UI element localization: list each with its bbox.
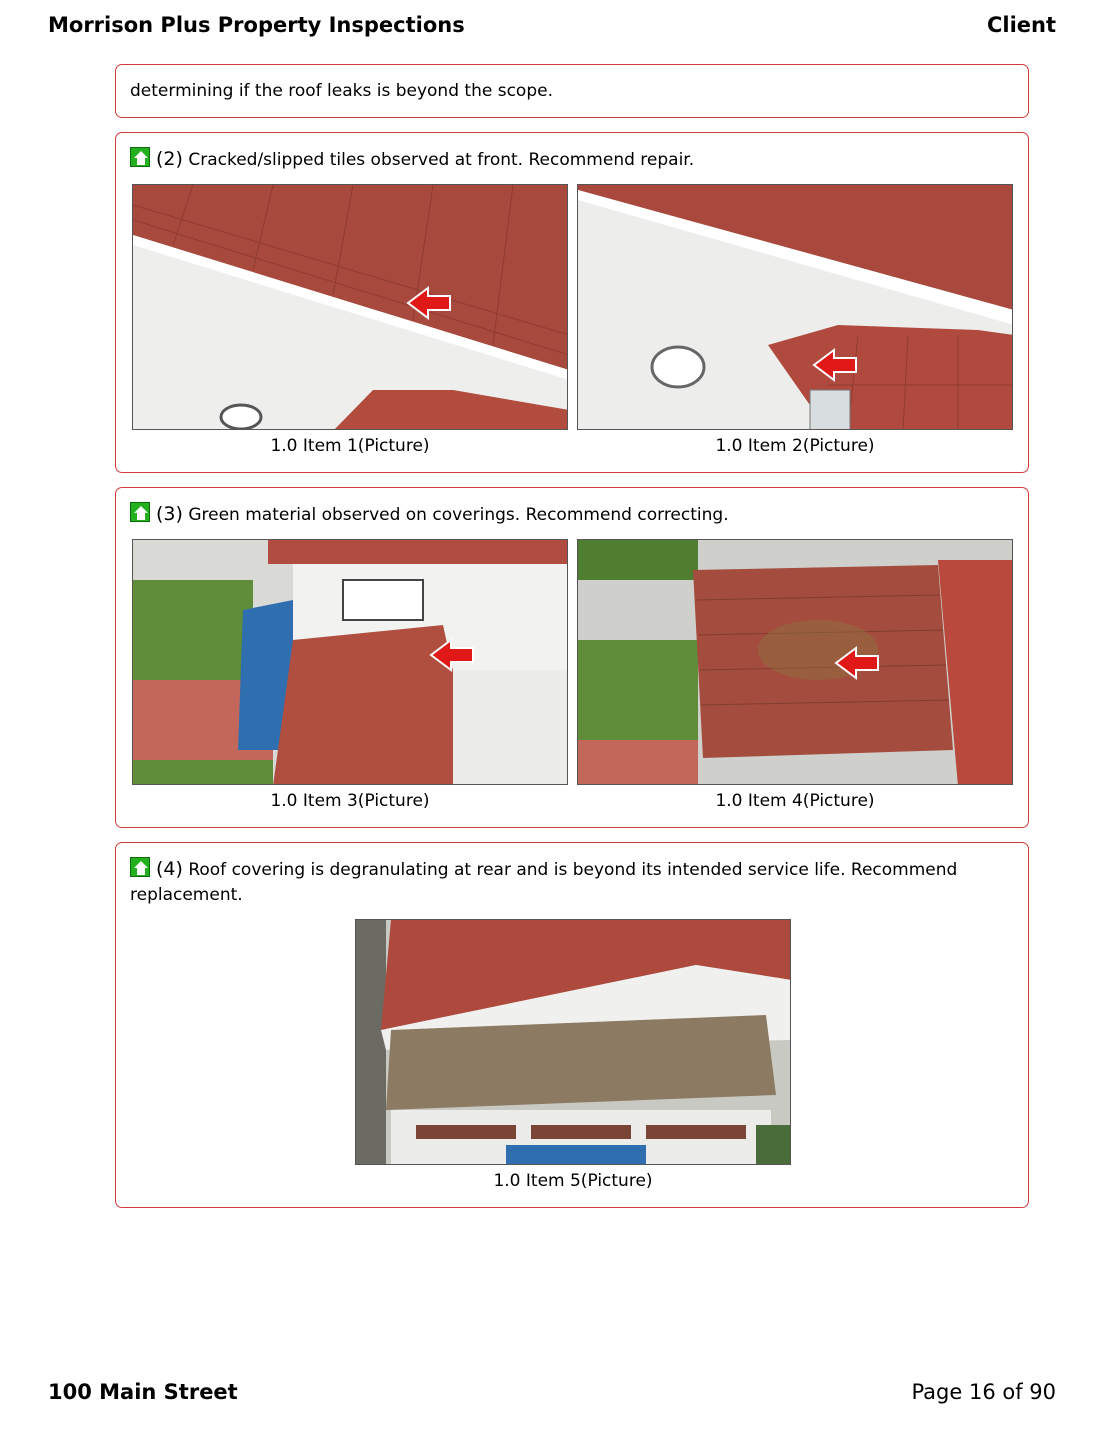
house-flag-icon bbox=[130, 502, 150, 522]
page-number: Page 16 of 90 bbox=[911, 1380, 1056, 1404]
intro-box bbox=[115, 64, 1029, 118]
property-address: 100 Main Street bbox=[48, 1380, 238, 1404]
finding-text-3 bbox=[130, 502, 729, 528]
photo-caption-5: 1.0 Item 5(Picture) bbox=[493, 1171, 653, 1191]
photo-caption-1: 1.0 Item 1(Picture) bbox=[270, 436, 430, 456]
house-flag-icon bbox=[130, 857, 150, 877]
finding-description: Cracked/slipped tiles observed at front. Recommend repair. bbox=[188, 150, 695, 170]
finding-description: Roof covering is degranulating at rear and is beyond its intended service life. Recommend replacement. bbox=[130, 860, 958, 905]
finding-description: Green material observed on coverings. Recommend correcting. bbox=[188, 505, 729, 525]
finding-text-4 bbox=[130, 857, 1020, 908]
roof-photo-5[interactable] bbox=[355, 919, 791, 1165]
client-label: Client bbox=[986, 13, 1056, 37]
photo-caption-3: 1.0 Item 3(Picture) bbox=[270, 791, 430, 811]
photo-caption-4: 1.0 Item 4(Picture) bbox=[715, 791, 875, 811]
finding-number: (2) bbox=[156, 148, 183, 170]
finding-number: (4) bbox=[156, 858, 183, 880]
intro-text: determining if the roof leaks is beyond the scope. bbox=[130, 81, 553, 101]
roof-photo-2[interactable] bbox=[577, 184, 1013, 430]
roof-photo-3[interactable] bbox=[132, 539, 568, 785]
roof-photo-1[interactable] bbox=[132, 184, 568, 430]
house-flag-icon bbox=[130, 147, 150, 167]
finding-text-2 bbox=[130, 147, 694, 173]
roof-photo-4[interactable] bbox=[577, 539, 1013, 785]
company-name: Morrison Plus Property Inspections bbox=[48, 13, 465, 37]
photo-caption-2: 1.0 Item 2(Picture) bbox=[715, 436, 875, 456]
finding-number: (3) bbox=[156, 503, 183, 525]
